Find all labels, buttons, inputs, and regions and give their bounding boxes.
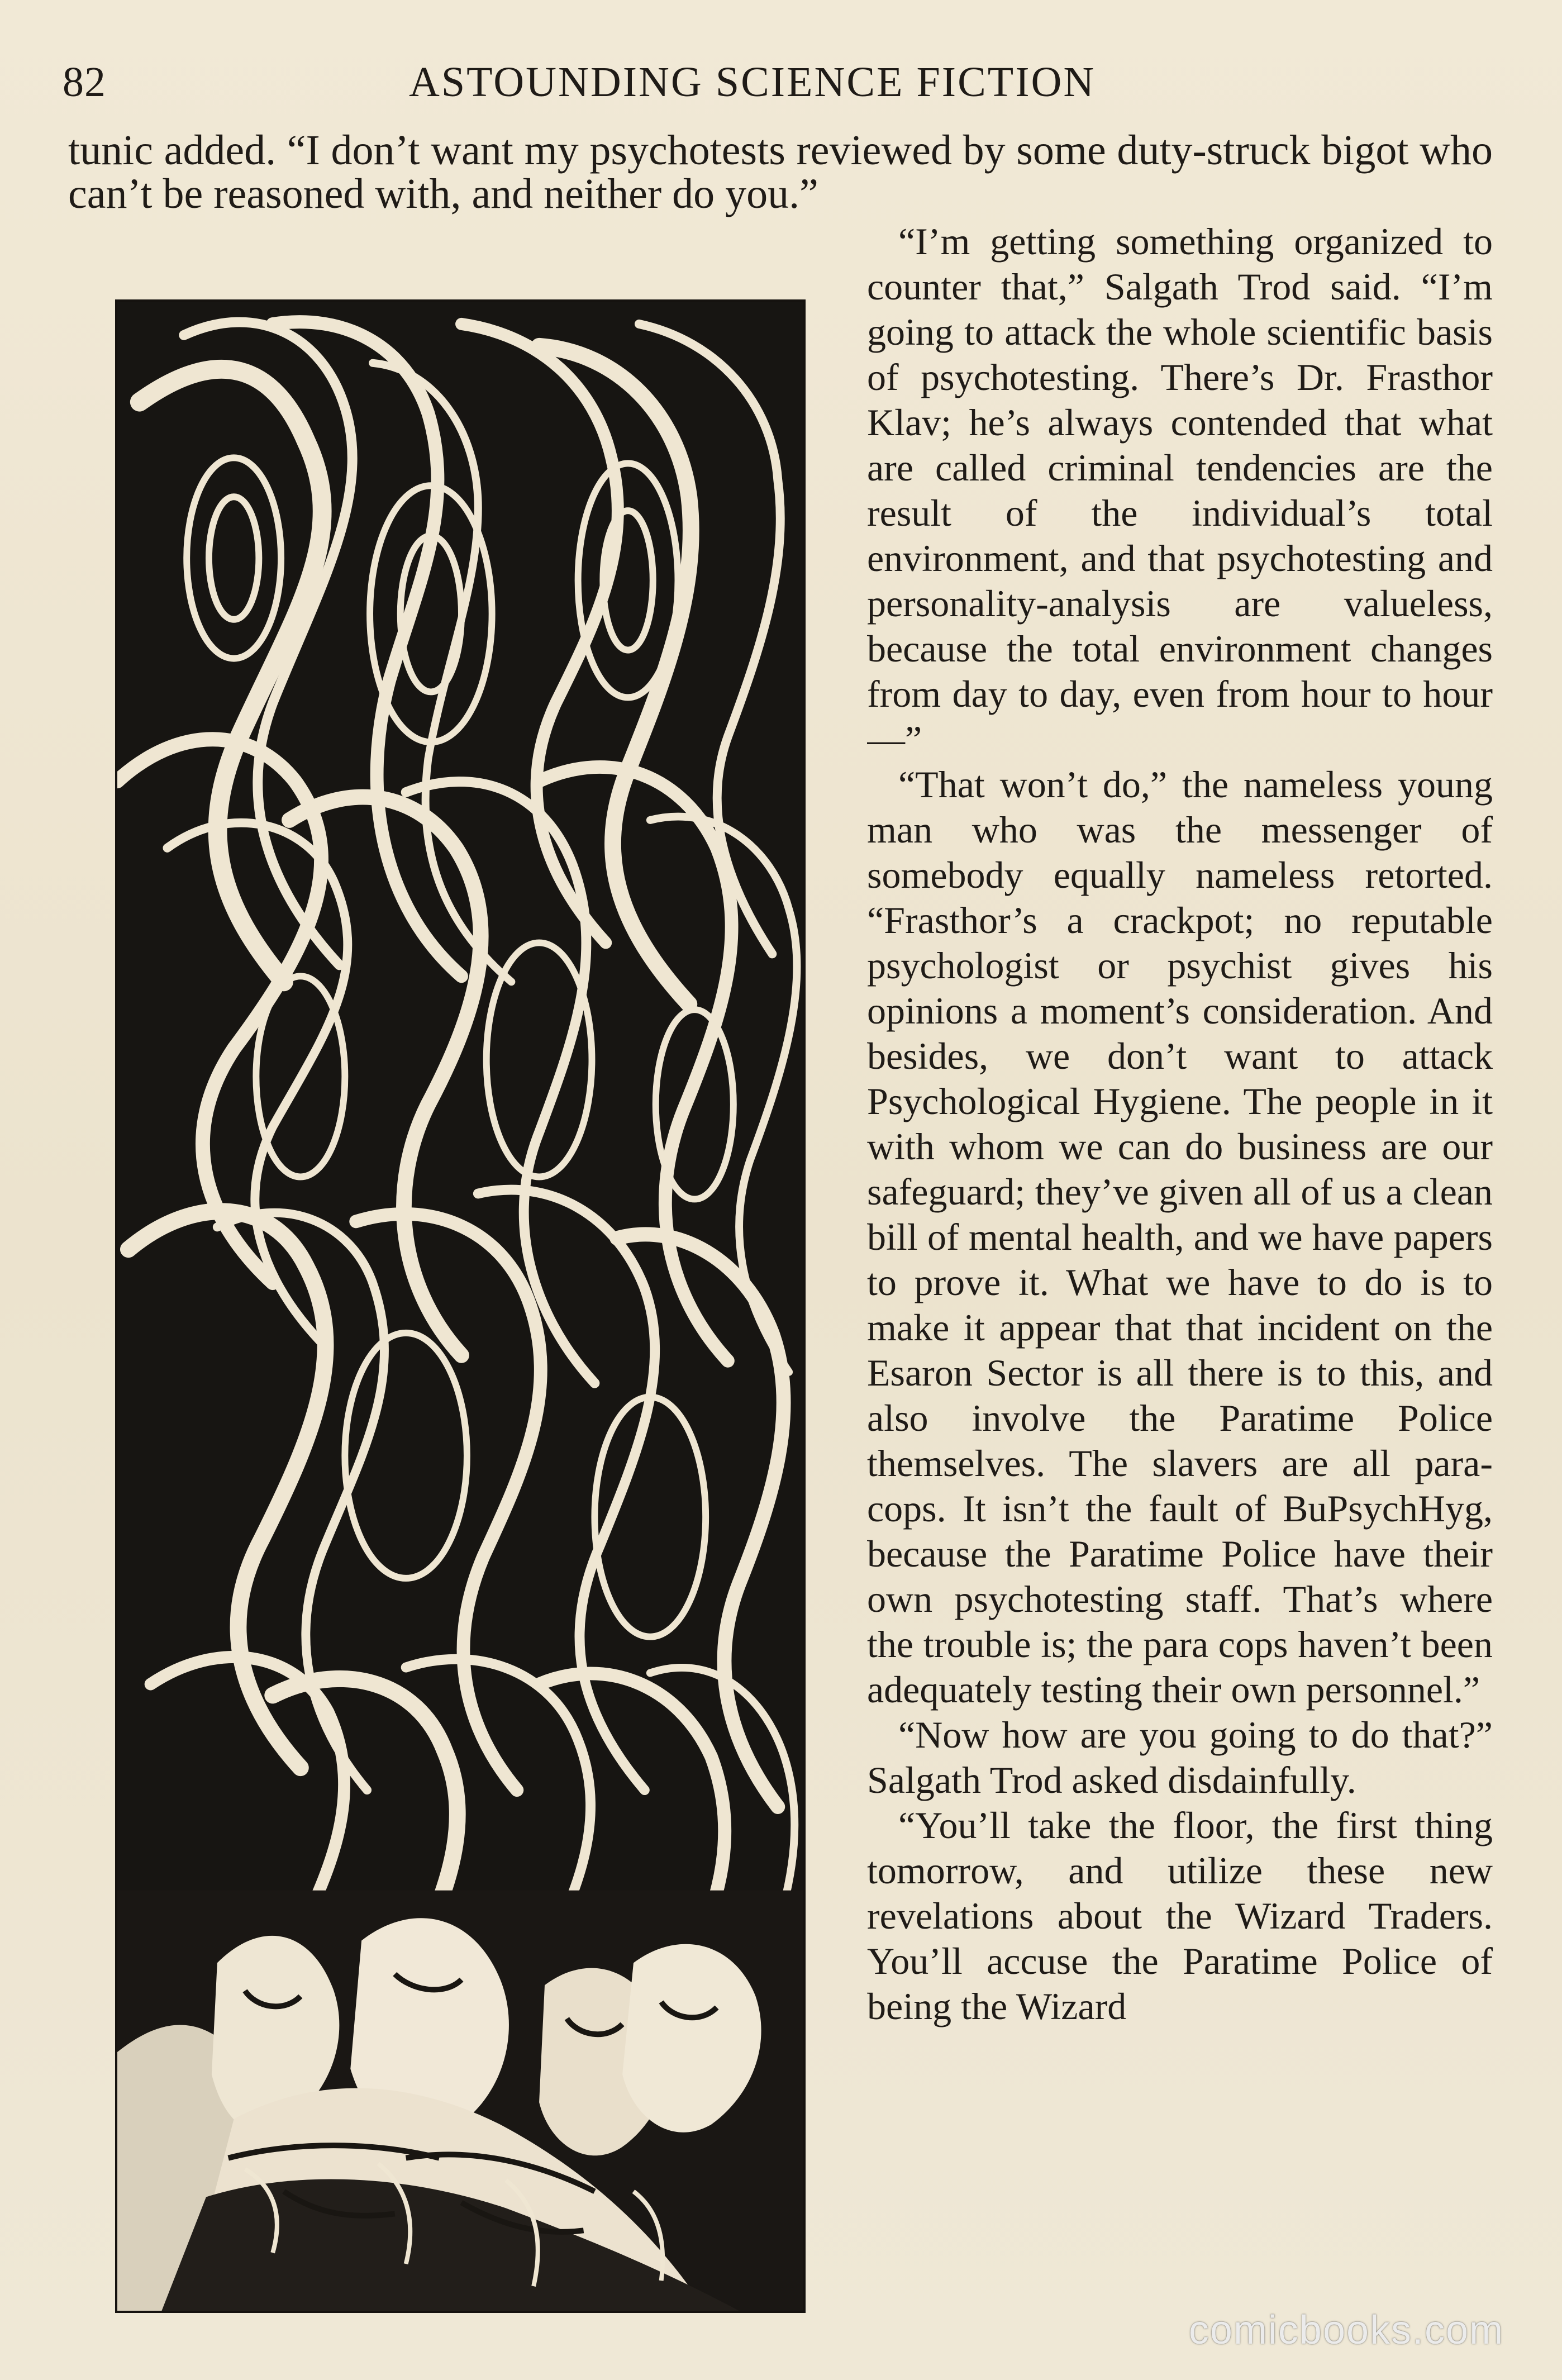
column-paragraph-4: “You’ll take the floor, the first thing tomorrow, and utilize these new revelations about the Wizard Traders. You’ll accuse the Paratime Police of being the Wizard bbox=[867, 1804, 1493, 2027]
site-watermark: comicbooks.com bbox=[1188, 2308, 1504, 2353]
column-paragraph-1: “I’m getting something organized to counter that,” Salgath Trod said. “I’m going to attack the whole scientific basis of psychotesting. There’s Dr. Frasthor Klav; he’s always contended that what are called criminal tendencies are the result of the individual’s total environment, and that psychotesting and personality-analysis are valueless, because the total environment changes from day to day, even from hour to hour—” bbox=[867, 220, 1493, 760]
column-paragraph-2: “That won’t do,” the nameless young man who was the messenger of somebody equally nameless retorted. “Frasthor’s a crackpot; no reputable psychologist or psychist gives his opinions a moment’s consideration. And besides, we don’t want to attack Psychological Hygiene. The people in it with whom we can do business are our safeguard; they’ve given all of us a clean bill of mental health, and we have papers to prove it. What we have to do is to make it appear that that incident on the Esaron Sector is all there is to this, and also involve the Paratime Police themselves. The slavers are all para-cops. It isn’t the fault of BuPsychHyg, because the Paratime Police have their own psychotesting staff. That’s where the trouble is; the para cops haven’t been adequately testing their own personnel.” bbox=[867, 763, 1493, 1711]
right-text-column bbox=[867, 219, 1493, 2303]
story-illustration bbox=[115, 299, 806, 2313]
running-head: ASTOUNDING SCIENCE FICTION bbox=[409, 59, 1096, 106]
page-header bbox=[63, 57, 1493, 107]
column-paragraph-3: “Now how are you going to do that?” Salgath Trod asked disdainfully. bbox=[867, 1713, 1493, 1801]
intro-paragraph: tunic added. “I don’t want my psychotests reviewed by some duty-struck bigot who can’t be reasoned with, and neither do you.” bbox=[68, 127, 1493, 217]
page-number: 82 bbox=[63, 59, 106, 106]
abstract-illustration-svg bbox=[117, 302, 803, 2311]
